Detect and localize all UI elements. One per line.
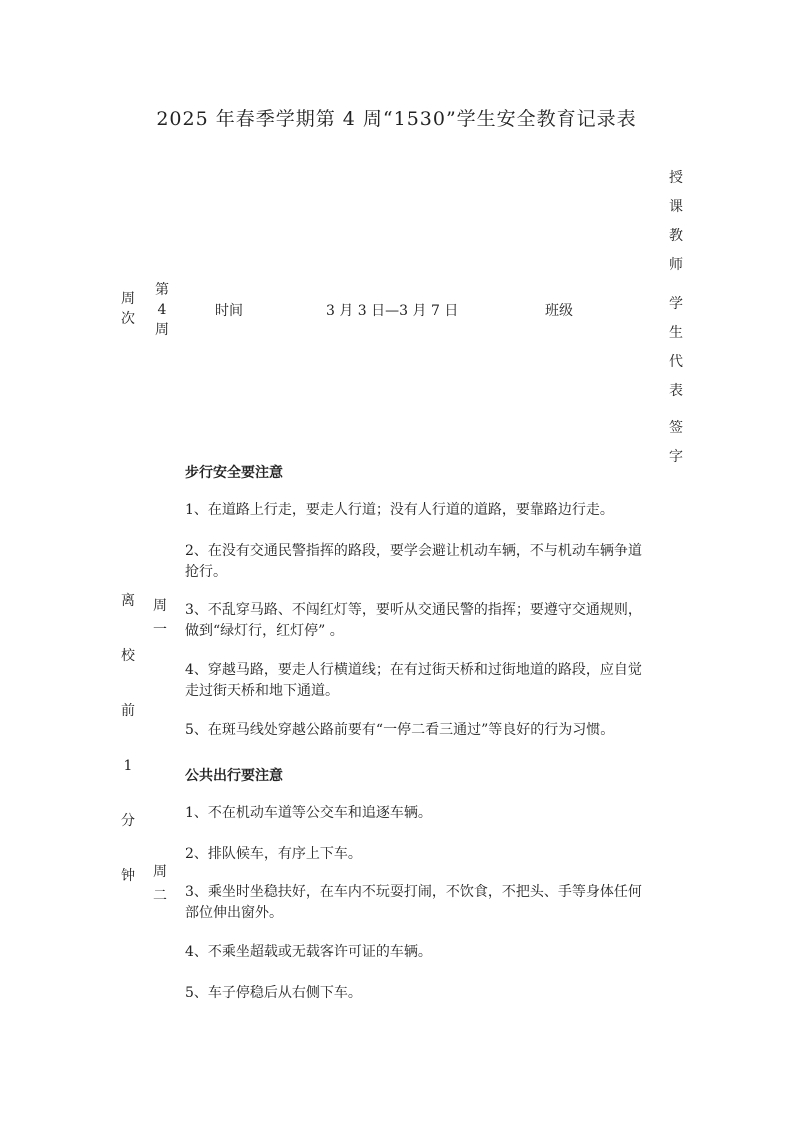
list-item: 4、穿越马路，要走人行横道线；在有过街天桥和过街地道的路段，应自觉走过街天桥和地下通道。 [185,662,642,699]
sign-label [666,414,686,472]
vertical-char: 周 [153,864,167,880]
student-label [666,290,686,406]
vertical-char: 字 [669,449,683,465]
vertical-char: 离 [121,593,135,609]
list-item: 5、车子停稳后从右侧下车。 [185,985,362,1001]
list-item: 4、不乘坐超载或无载客许可证的车辆。 [185,944,432,960]
vertical-char: 一 [153,622,167,638]
vertical-char: 4 [157,302,167,318]
vertical-char: 1 [123,758,133,774]
vertical-char: 二 [153,888,167,904]
day2-label [150,860,170,908]
list-item: 1、不在机动车道等公交车和追逐车辆。 [185,805,432,821]
left-label [118,594,138,883]
list-item: 1、在道路上行走，要走人行道；没有人行道的道路，要靠路边行走。 [185,502,614,518]
vertical-char: 教 [669,228,683,244]
vertical-char: 次 [121,311,135,327]
list-item: 2、在没有交通民警指挥的路段，要学会避让机动车辆，不与机动车辆争道抢行。 [185,543,642,580]
week-value [152,280,172,340]
vertical-char: 学 [669,296,683,312]
vertical-char: 授 [669,170,683,186]
day1-heading: 步行安全要注意 [185,465,283,481]
list-item: 2、排队候车，有序上下车。 [185,846,362,862]
list-item: 3、不乱穿马路、不闯红灯等，要听从交通民警的指挥；要遵守交通规则，做到“绿灯行，红灯停” 。 [185,602,642,639]
week-label [118,292,138,326]
vertical-char: 师 [669,257,683,273]
vertical-char: 周 [121,291,135,307]
vertical-char: 前 [121,703,135,719]
day1-label [150,594,170,642]
vertical-char: 代 [669,354,683,370]
vertical-char: 校 [121,648,135,664]
vertical-char: 签 [669,420,683,436]
vertical-char: 周 [155,322,169,338]
vertical-char: 生 [669,325,683,341]
vertical-char: 分 [121,813,135,829]
class-label: 班级 [545,303,573,319]
list-item: 5、在斑马线处穿越公路前要有“一停二看三通过”等良好的行为习惯。 [185,722,615,738]
vertical-char: 课 [669,199,683,215]
day2-heading: 公共出行要注意 [185,768,283,784]
page-title: 2025 年春季学期第 4 周“1530”学生安全教育记录表 [156,108,637,130]
vertical-char: 周 [153,598,167,614]
list-item: 3、乘坐时坐稳扶好，在车内不玩耍打闹，不饮食，不把头、手等身体任何部位伸出窗外。 [185,884,642,921]
vertical-char: 第 [155,282,169,298]
teacher-label [666,164,686,280]
vertical-char: 表 [669,383,683,399]
vertical-char: 钟 [121,868,135,884]
time-label: 时间 [215,303,243,319]
time-value: 3 月 3 日—3 月 7 日 [326,303,459,319]
